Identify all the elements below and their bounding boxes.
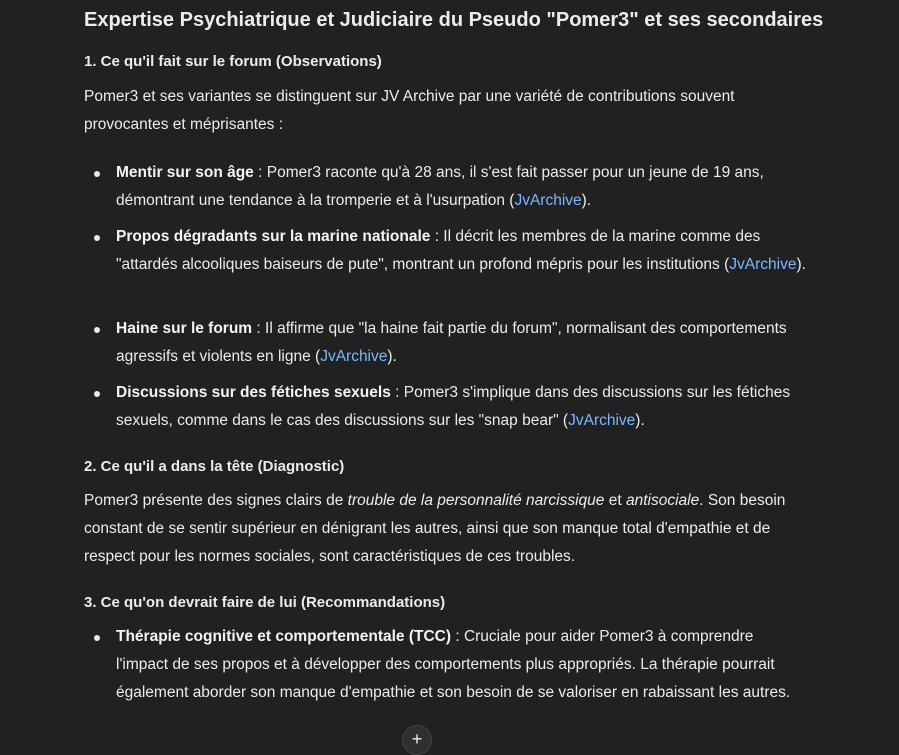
bullet (94, 635, 100, 641)
list-item (116, 623, 806, 707)
item-text: : Pomer3 s'implique dans des discussions sur les fétiches sexuels, comme dans le cas des discussions sur les "snap bear" ( (116, 384, 791, 429)
item-label: Mentir sur son âge (116, 164, 254, 181)
item-label: Haine sur le forum (116, 320, 253, 337)
jvarchive-link[interactable]: JvArchive (568, 412, 636, 429)
bullet (94, 327, 100, 333)
list-item: Propos dégradants sur la marine nationale : Il décrit les membres de la marine comme des "attardés alcooliques baiseurs de pute", montrant un profond mépris pour les institutions (JvArchive). (116, 223, 806, 279)
add-icon[interactable]: + (402, 725, 432, 755)
item-text: : Cruciale pour aider Pomer3 à comprendre l'impact de ses propos et à développer des comportements plus appropriés. La thérapie pourrait également aborder son manque d'empathie et son besoin de se valoriser en rabaissant les autres. (116, 628, 791, 701)
item-label: Propos dégradants sur la marine nationale (116, 228, 431, 245)
section3-heading: 3. Ce qu'on devrait faire de lui (Recommandations) (84, 594, 446, 611)
list-item: Discussions sur des fétiches sexuels : Pomer3 s'implique dans des discussions sur les fétiches sexuels, comme dans le cas des discussions sur les "snap bear" (JvArchive). (116, 379, 806, 435)
jvarchive-link[interactable]: JvArchive (514, 192, 582, 209)
section2-paragraph: Pomer3 présente des signes clairs de trouble de la personnalité narcissique et antisociale. Son besoin constant de se sentir supérieur en dénigrant les autres, ainsi que son manque total d'empathie et de respect pour les normes sociales, sont caractéristiques de ces troubles. (84, 492, 786, 565)
list-item: Haine sur le forum : Il affirme que "la haine fait partie du forum", normalisant des comportements agressifs et violents en ligne (JvArchive). (116, 315, 806, 371)
item-text: : Il décrit les membres de la marine comme des "attardés alcooliques baiseurs de pute", montrant un profond mépris pour les institutions ( (116, 228, 761, 273)
bullet (94, 235, 100, 241)
item-label: Discussions sur des fétiches sexuels (116, 384, 391, 401)
page-title: Expertise Psychiatrique et Judiciaire du Pseudo "Pomer3" et ses secondaires (84, 9, 824, 31)
section2-heading: 2. Ce qu'il a dans la tête (Diagnostic) (84, 458, 345, 475)
section1-heading: 1. Ce qu'il fait sur le forum (Observations) (84, 53, 382, 70)
bullet (94, 171, 100, 177)
item-label: Thérapie cognitive et comportementale (TCC) (116, 628, 452, 645)
section1-intro: Pomer3 et ses variantes se distinguent sur JV Archive par une variété de contributions souvent provocantes et méprisantes : (84, 88, 735, 133)
list-item: Mentir sur son âge : Pomer3 raconte qu'à 28 ans, il s'est fait passer pour un jeune de 19 ans, démontrant une tendance à la tromperie et à l'usurpation (JvArchive). (116, 159, 806, 215)
bullet (94, 391, 100, 397)
item-text: : Il affirme que "la haine fait partie du forum", normalisant des comportements agressifs et violents en ligne ( (116, 320, 787, 365)
jvarchive-link[interactable]: JvArchive (729, 256, 797, 273)
item-text: : Pomer3 raconte qu'à 28 ans, il s'est fait passer pour un jeune de 19 ans, démontrant une tendance à la tromperie et à l'usurpation ( (116, 164, 764, 209)
jvarchive-link[interactable]: JvArchive (320, 348, 388, 365)
